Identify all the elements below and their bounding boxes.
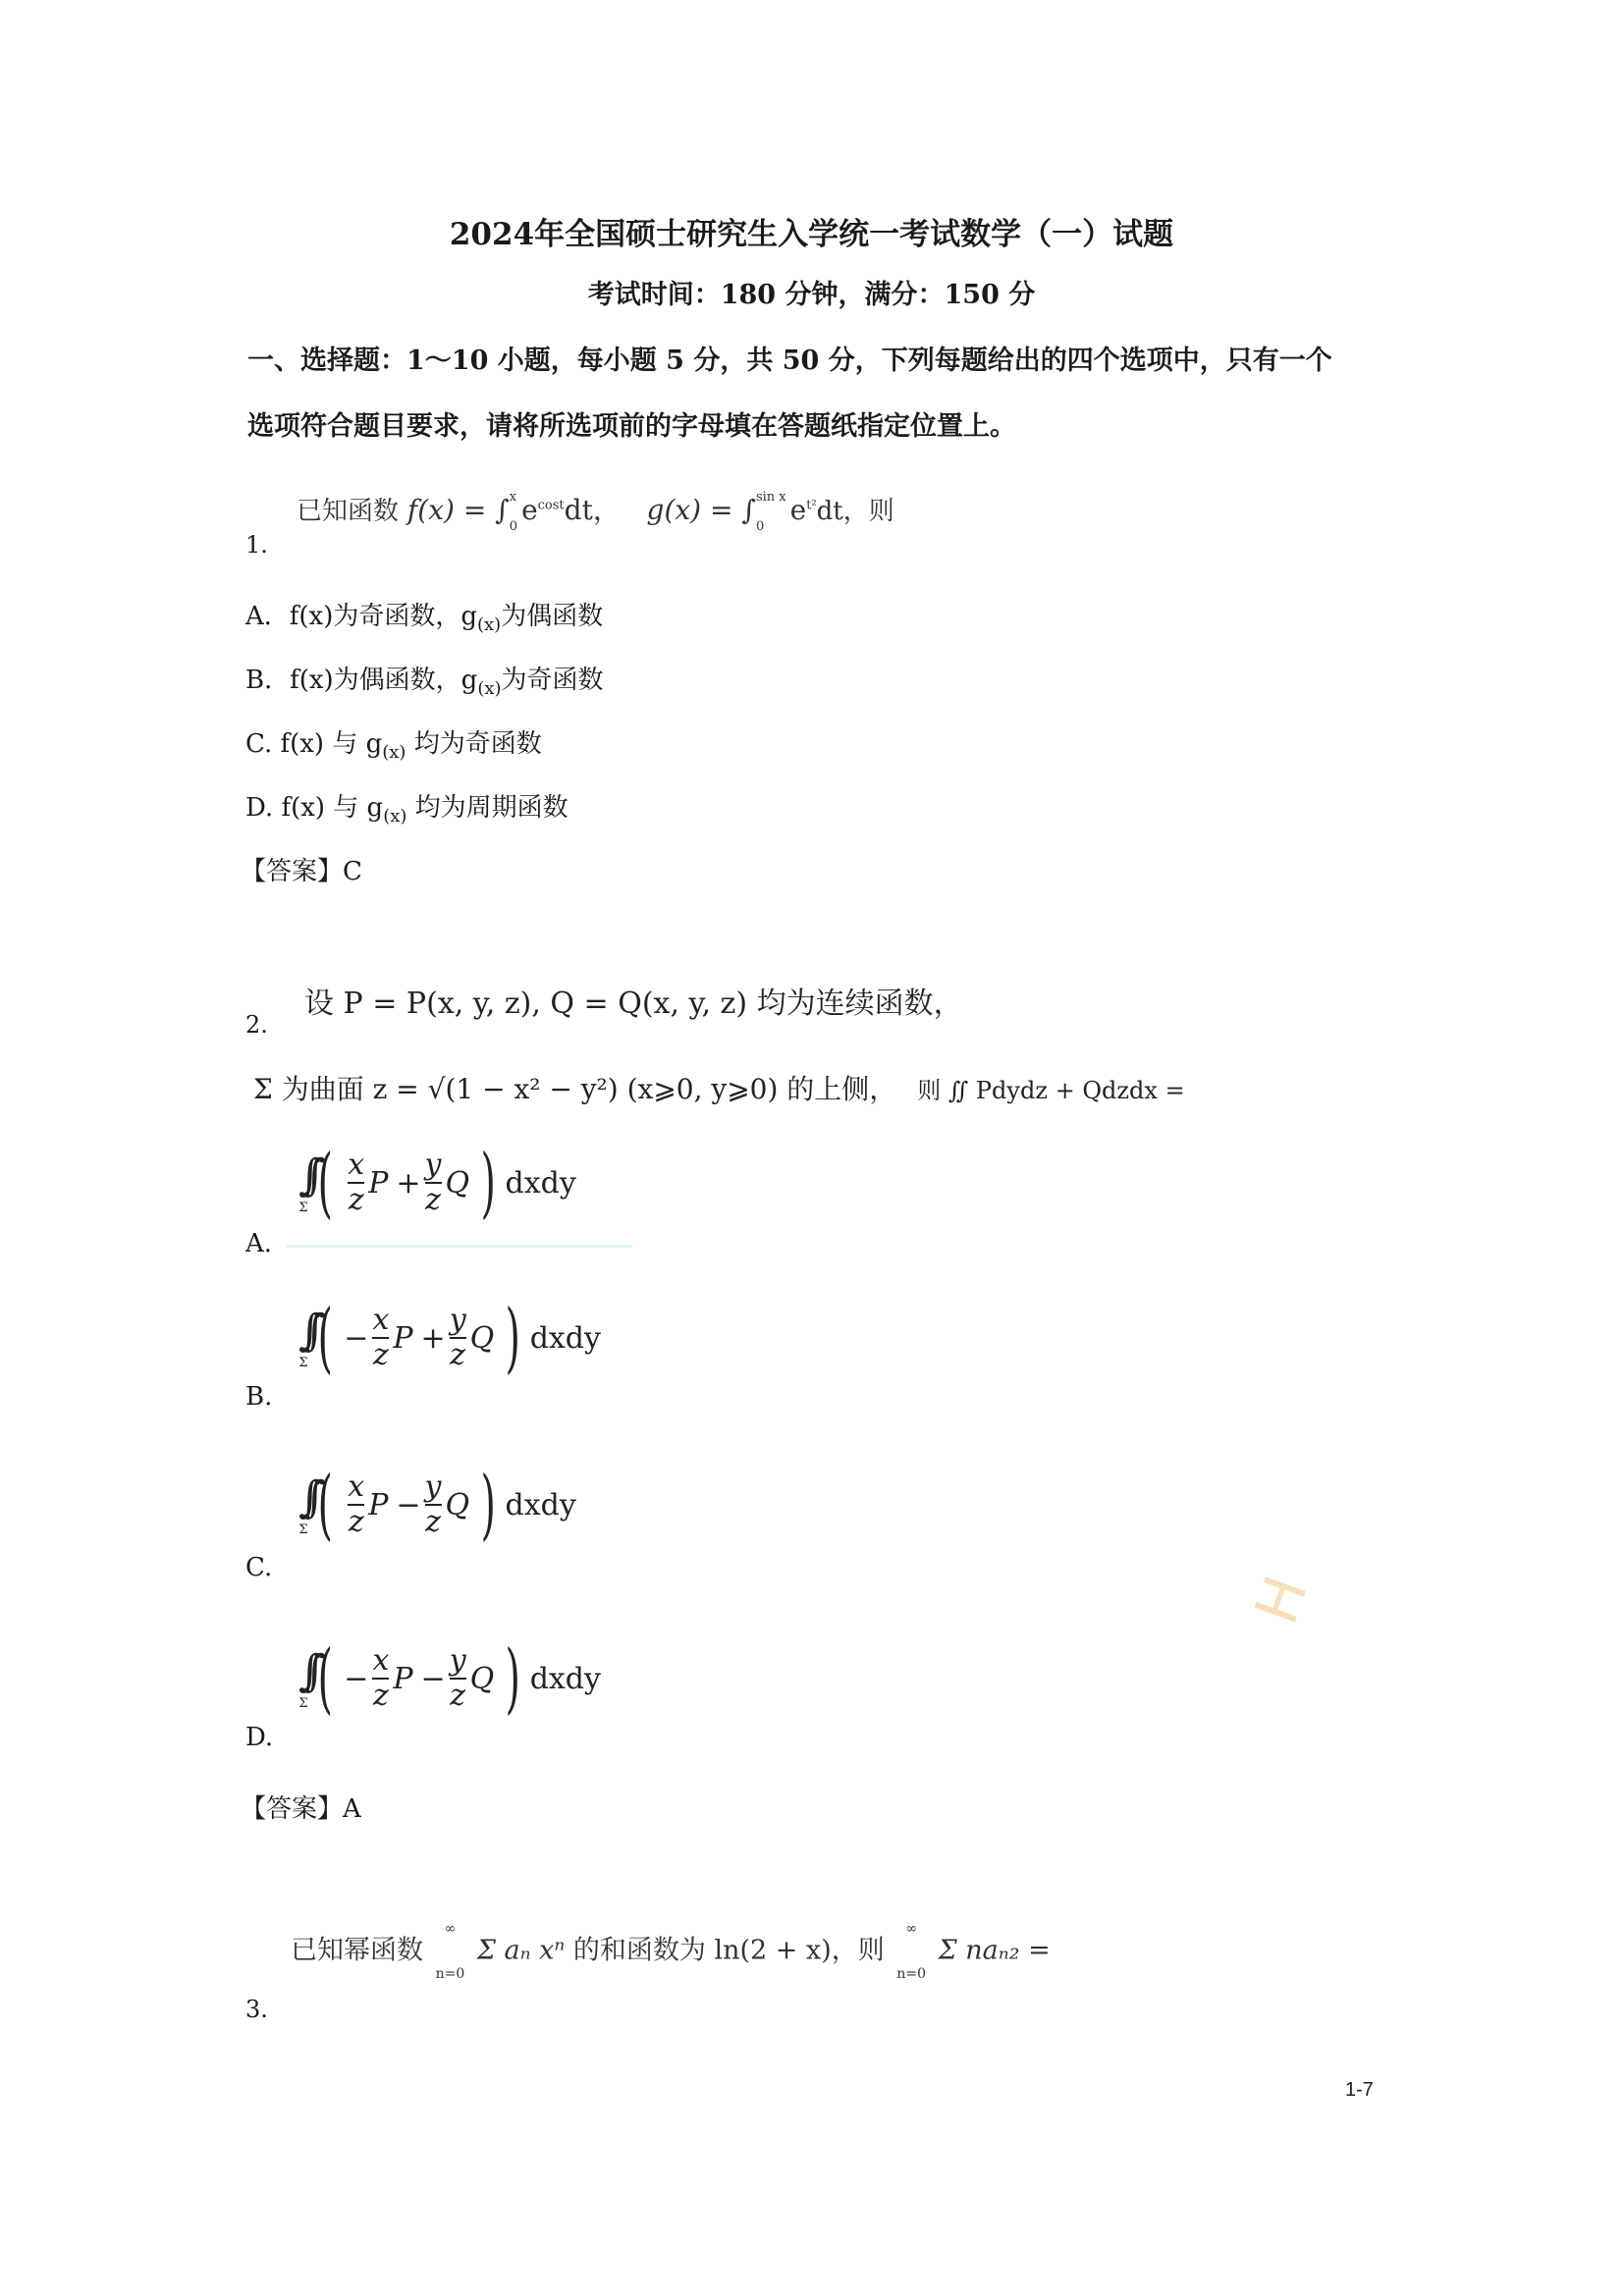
double-integral-icon: ∫∫ [298,1472,308,1522]
q1-option-a-label: A．f(x)为奇函数，g [245,602,477,631]
q2-option-c-op: − [396,1487,421,1522]
section-instruction-line1: 一、选择题：1～10 小题，每小题 5 分，共 50 分，下列每题给出的四个选项中，只有一个 [247,346,1332,376]
q2-option-b-dxdy: dxdy [529,1320,601,1356]
q1-option-b-tail: 为奇函数 [501,666,604,695]
q2-option-a-frac1 [348,1148,364,1217]
q2-option-d-formula [298,1634,601,1723]
q1-g-body: e [789,494,807,526]
q2-option-a-p: P [368,1165,389,1201]
q2-option-d-p: P [393,1661,413,1696]
q2-option-c-frac2 [425,1470,442,1539]
q2-answer: 【答案】A [241,1794,361,1824]
q1-option-c-label: C. f(x) 与 g [245,729,383,759]
q1-f-def: f(x) = ∫ [406,494,510,526]
frac-denominator: z [450,1679,466,1713]
q2-stem-line1: 设 P = P(x, y, z), Q = Q(x, y, z) 均为连续函数， [304,987,963,1021]
q3-sum1-lower: n=0 [435,1966,465,1982]
q2-option-a-op: + [396,1165,421,1201]
frac-numerator: y [449,1303,466,1337]
frac-denominator: z [425,1505,441,1539]
right-paren-icon: ) [505,1634,521,1723]
q1-option-d-sub: (x) [383,806,407,828]
q1-option-b [245,660,604,699]
q2-option-b-sign: − [344,1320,369,1356]
q1-f-tail: dt， [564,494,621,526]
q2-option-b-frac2 [450,1304,466,1372]
q2-option-c-dxdy: dxdy [505,1487,576,1522]
q2-option-c-q: Q [445,1487,470,1522]
q2-option-d-sigma: Σ [298,1696,308,1711]
q1-answer: 【答案】C [241,857,362,886]
q1-f-exp: cost [537,498,565,513]
q2-option-a-q: Q [445,1165,470,1201]
q3-stem [291,1922,1051,1981]
frac-denominator: z [425,1183,441,1217]
q2-option-d-dxdy: dxdy [529,1661,601,1696]
left-paren-icon: ( [317,1461,333,1549]
frac-denominator: z [372,1338,389,1372]
q2-number: 2. [245,1011,268,1039]
q2-option-a-sigma: Σ [298,1201,308,1215]
left-paren-icon: ( [317,1294,333,1382]
q1-option-a-sub: (x) [477,614,502,636]
q1-option-a [245,596,603,635]
right-paren-icon: ) [505,1294,521,1382]
left-paren-icon: ( [317,1139,333,1227]
double-integral-icon: ∫∫ [298,1646,308,1696]
q3-sum2-lower: n=0 [896,1966,927,1982]
frac-numerator: x [348,1148,365,1182]
left-paren-icon: ( [317,1634,333,1723]
q3-stem-prefix: 已知幂函数 [291,1935,423,1966]
double-integral-icon: ∫∫ [298,1306,308,1356]
q1-g-def: g(x) = ∫ [646,494,756,526]
frac-numerator: x [372,1643,390,1678]
q2-option-d-q: Q [469,1661,495,1696]
q1-g-exp: t² [806,498,817,513]
frac-denominator: z [348,1505,364,1539]
q1-f-body: e [521,494,538,526]
q1-option-d-tail: 均为周期函数 [406,793,568,823]
q1-g-lower: 0 [755,518,765,534]
q1-option-c-sub: (x) [382,742,406,764]
exam-info: 考试时间：180 分钟，满分：150 分 [587,280,1036,310]
q1-f-lower: 0 [509,518,518,534]
q2-option-d-frac2 [450,1644,466,1713]
q2-option-d-sign: − [344,1661,369,1696]
q1-option-c [245,723,542,763]
q1-f-upper: x [509,489,517,505]
q1-option-a-tail: 为偶函数 [501,602,604,631]
q2-option-a-frac2 [425,1148,442,1217]
q2-option-b-op: + [420,1320,446,1356]
page-title: 2024年全国硕士研究生入学统一考试数学（一）试题 [449,217,1174,252]
frac-denominator: z [348,1183,364,1217]
q2-option-b-formula [298,1294,601,1382]
page-number: 1-7 [1345,2079,1374,2101]
frac-numerator: x [372,1303,390,1337]
q3-sum1-upper: ∞ [444,1921,457,1937]
q1-option-d [245,787,568,827]
q2-option-b-letter: B. [245,1382,273,1412]
frac-numerator: y [424,1469,442,1504]
q3-number: 3. [245,1996,268,2023]
q2-option-c-formula [298,1461,576,1549]
q2-option-a-letter: A. [245,1229,273,1258]
right-paren-icon: ) [480,1139,496,1227]
section-instruction-line2: 选项符合题目要求，请将所选项前的字母填在答题纸指定位置上。 [247,411,1016,442]
q2-option-b-frac1 [372,1304,389,1372]
q2-option-b-q: Q [469,1320,495,1356]
q3-sum1: Σ aₙ xⁿ [476,1935,566,1966]
q3-sum2-upper: ∞ [905,1921,918,1937]
q2-option-c-frac1 [348,1470,364,1539]
watermark-logo: H [1241,1567,1323,1633]
q1-g-tail: dt，则 [816,497,894,526]
q2-surface-text: Σ 为曲面 z = √(1 − x² − y²) (x⩾0, y⩾0) 的上侧， [253,1073,897,1105]
frac-numerator: x [348,1469,365,1504]
q2-option-d-letter: D. [245,1723,274,1752]
double-integral-icon: ∫∫ [298,1150,308,1201]
q1-stem-prefix: 已知函数 [297,497,400,526]
q1-number: 1. [245,531,268,559]
right-paren-icon: ) [480,1461,496,1549]
q2-option-b-sigma: Σ [298,1356,308,1370]
q1-g-upper: sin x [755,489,786,505]
q2-stem-line2 [253,1068,1185,1107]
q2-option-a-formula [298,1139,576,1227]
q2-option-c-letter: C. [245,1553,273,1582]
frac-denominator: z [450,1338,466,1372]
q2-option-d-op: − [420,1661,446,1696]
q2-option-c-sigma: Σ [298,1522,308,1537]
q2-option-d-frac1 [372,1644,389,1713]
q1-option-d-label: D. f(x) 与 g [245,793,384,823]
q2-option-c-p: P [368,1487,389,1522]
q1-stem [297,489,894,535]
q1-option-b-sub: (x) [477,678,502,700]
q2-option-a-dxdy: dxdy [505,1165,576,1201]
frac-numerator: y [424,1148,442,1182]
frac-denominator: z [372,1679,389,1713]
q3-sum2: Σ naₙ₂ = [938,1935,1051,1966]
q2-option-b-p: P [393,1320,413,1356]
q2-integral-text: 则 ∬ Pdydz + Qdzdx = [917,1077,1185,1104]
q1-option-c-tail: 均为奇函数 [406,729,542,759]
q1-option-b-label: B．f(x)为偶函数，g [245,666,478,695]
frac-numerator: y [449,1643,466,1678]
divider-line [287,1245,632,1248]
q3-stem-mid: 的和函数为 ln(2 + x)，则 [572,1935,885,1966]
